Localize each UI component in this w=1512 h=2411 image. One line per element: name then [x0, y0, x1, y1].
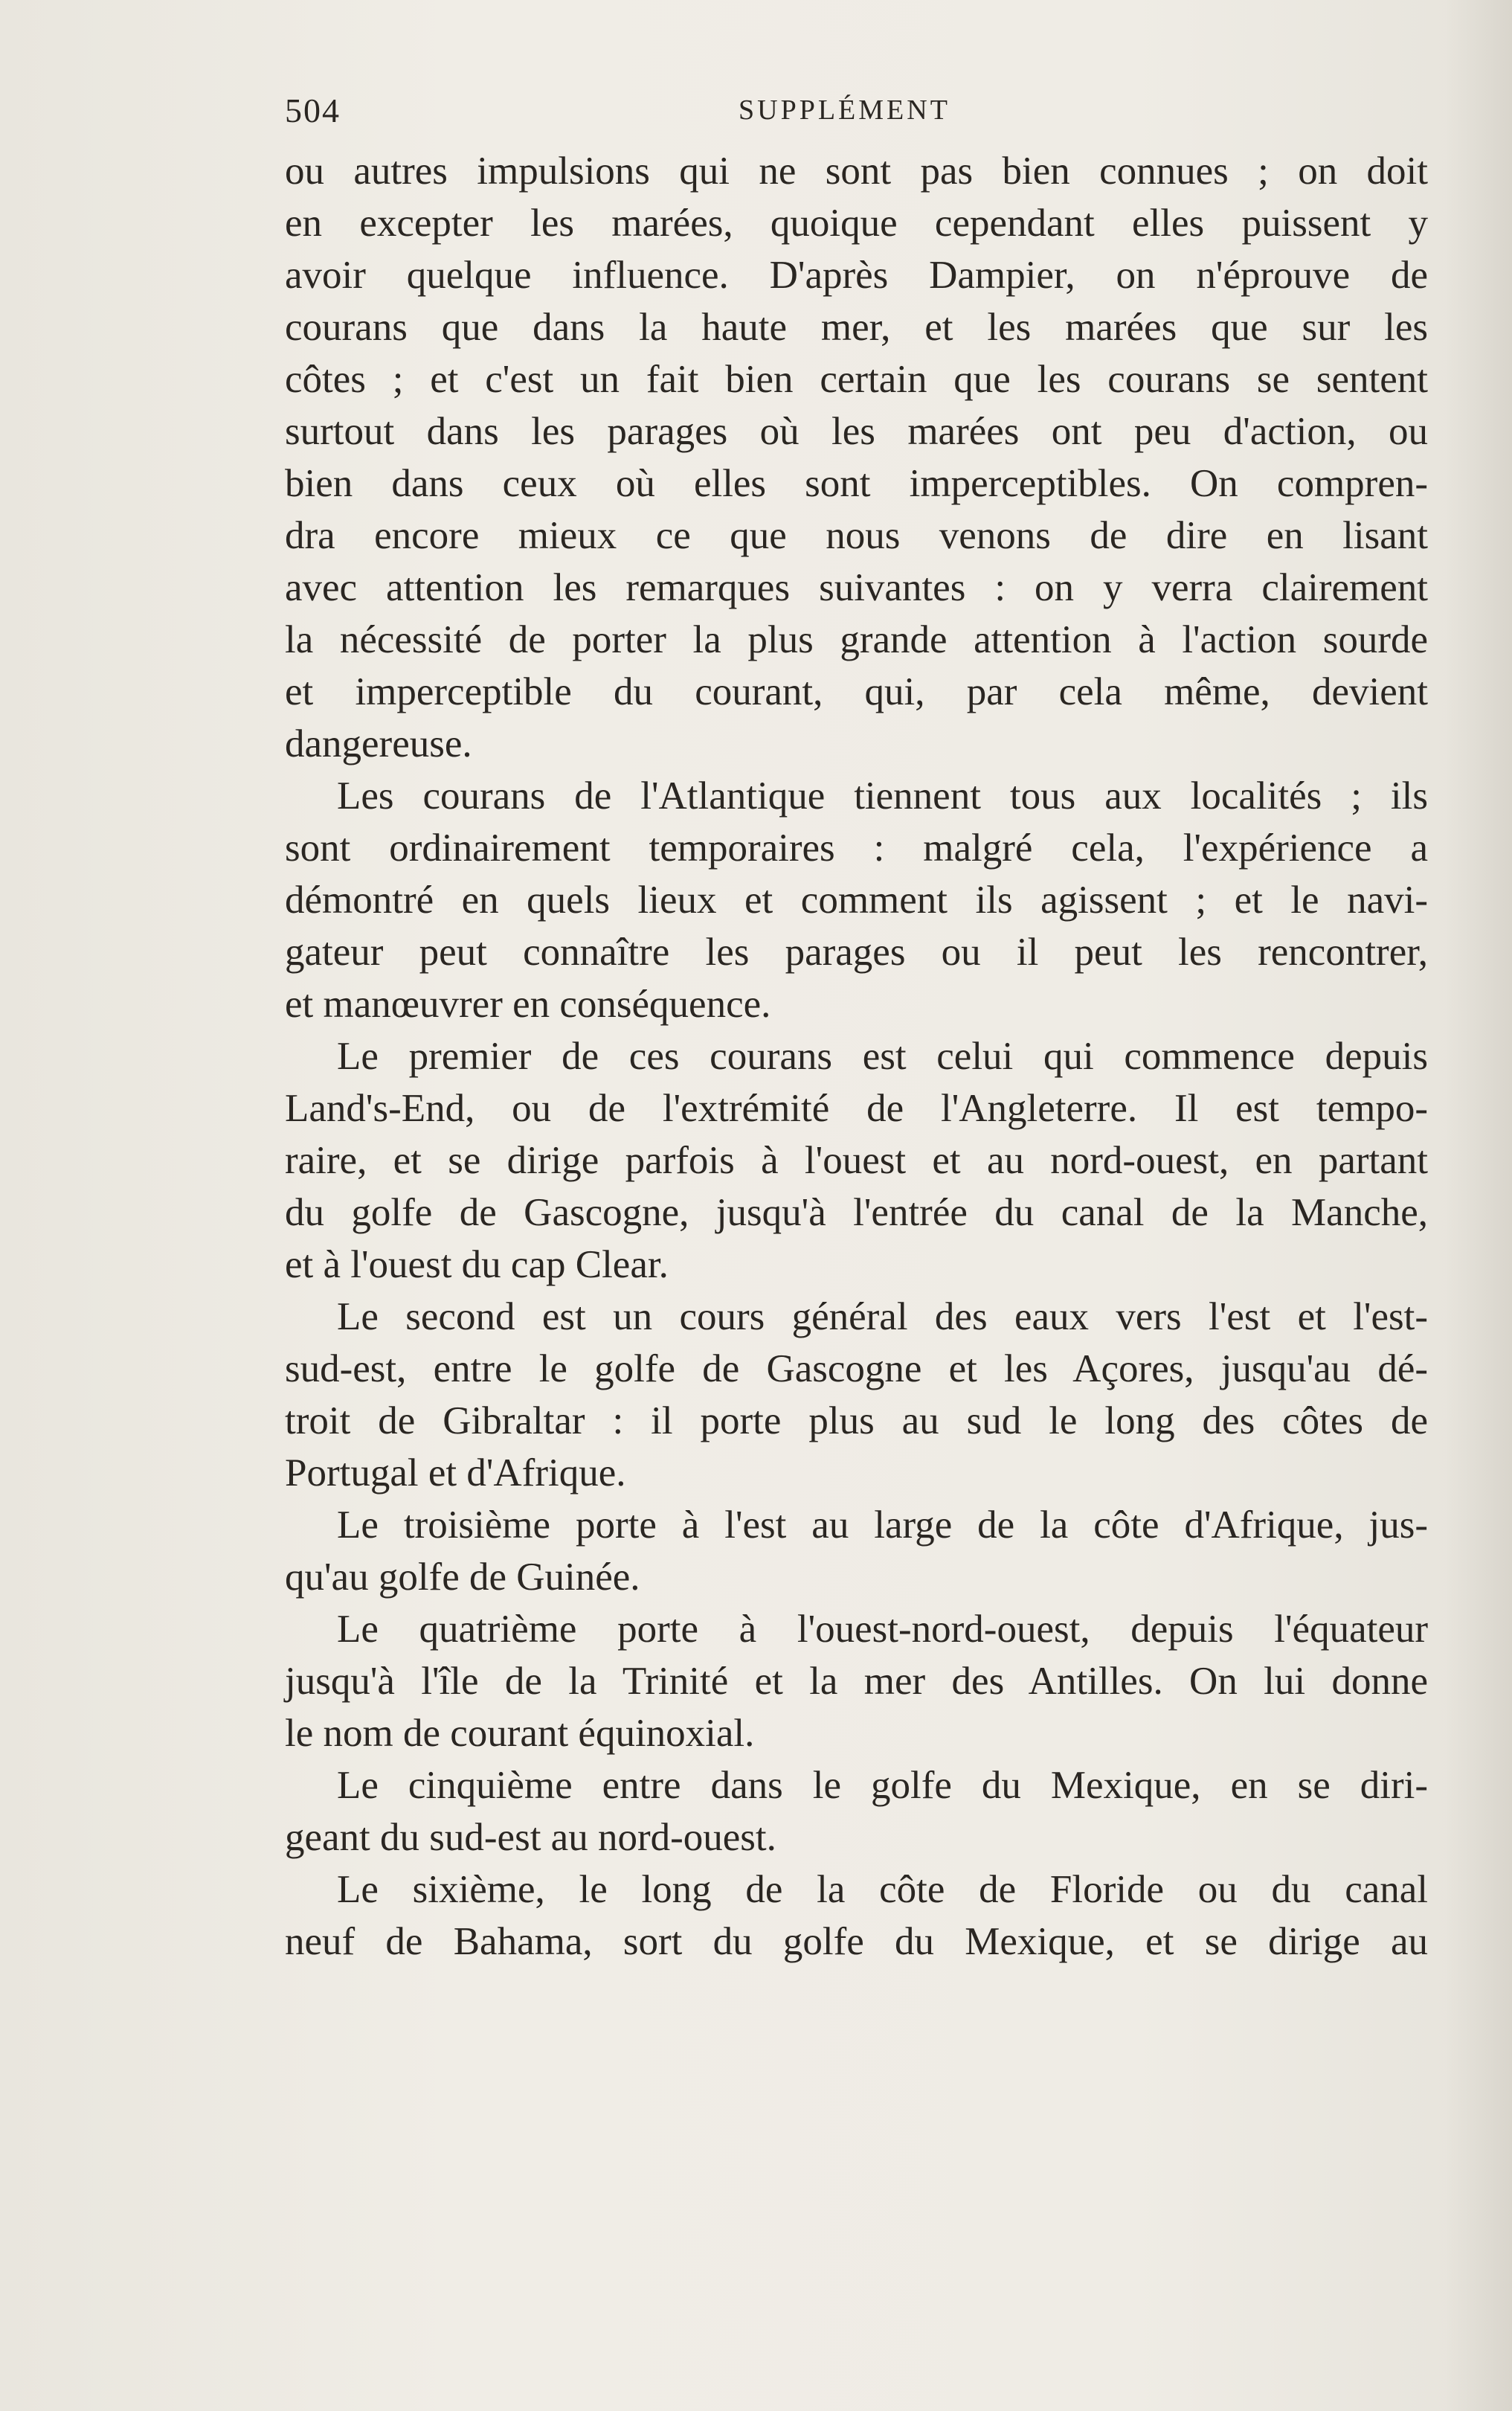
- page-edge-shadow: [1445, 0, 1512, 2411]
- text-line: Le cinquième entre dans le golfe du Mexique, en se diri-: [337, 1764, 1428, 1807]
- text-line: du golfe de Gascogne, jusqu'à l'entrée du canal de la Manche,: [285, 1191, 1428, 1234]
- text-line: gateur peut connaître les parages ou il peut les rencontrer,: [285, 931, 1428, 974]
- text-line: Le quatrième porte à l'ouest-nord-ouest, depuis l'équateur: [337, 1608, 1428, 1651]
- text-line: en excepter les marées, quoique cependant elles puissent y: [285, 202, 1428, 245]
- text-line: le nom de courant équinoxial.: [285, 1712, 755, 1755]
- text-line: Land's-End, ou de l'extrémité de l'Angleterre. Il est tempo-: [285, 1087, 1428, 1130]
- text-line: surtout dans les parages où les marées ont peu d'action, ou: [285, 410, 1428, 453]
- page-header: [285, 91, 1428, 135]
- text-line: Les courans de l'Atlantique tiennent tous aux localités ; ils: [337, 774, 1428, 818]
- text-line: côtes ; et c'est un fait bien certain que les courans se sentent: [285, 358, 1428, 401]
- text-line: raire, et se dirige parfois à l'ouest et au nord-ouest, en partant: [285, 1139, 1428, 1182]
- text-line: la nécessité de porter la plus grande attention à l'action sourde: [285, 618, 1428, 661]
- text-line: troit de Gibraltar : il porte plus au sud le long des côtes de: [285, 1399, 1428, 1442]
- text-line: Portugal et d'Afrique.: [285, 1451, 626, 1495]
- text-line: et manœuvrer en conséquence.: [285, 983, 771, 1026]
- text-line: ou autres impulsions qui ne sont pas bien connues ; on doit: [285, 150, 1428, 193]
- text-line: et à l'ouest du cap Clear.: [285, 1243, 669, 1286]
- text-line: avoir quelque influence. D'après Dampier, on n'éprouve de: [285, 254, 1428, 297]
- body-text: [285, 145, 1428, 1968]
- text-line: courans que dans la haute mer, et les marées que sur les: [285, 306, 1428, 349]
- text-line: sont ordinairement temporaires : malgré cela, l'expérience a: [285, 826, 1428, 870]
- text-line: Le sixième, le long de la côte de Floride ou du canal: [337, 1868, 1428, 1911]
- text-line: bien dans ceux où elles sont imperceptibles. On compren-: [285, 462, 1428, 505]
- text-line: sud-est, entre le golfe de Gascogne et les Açores, jusqu'au dé-: [285, 1347, 1428, 1390]
- text-line: Le troisième porte à l'est au large de la côte d'Afrique, jus-: [337, 1503, 1428, 1547]
- text-line: Le premier de ces courans est celui qui commence depuis: [337, 1035, 1428, 1078]
- text-line: dra encore mieux ce que nous venons de dire en lisant: [285, 514, 1428, 557]
- text-line: démontré en quels lieux et comment ils agissent ; et le navi-: [285, 879, 1428, 922]
- page-number: 504: [285, 92, 341, 129]
- running-title: SUPPLÉMENT: [739, 94, 950, 126]
- text-line: geant du sud-est au nord-ouest.: [285, 1816, 776, 1859]
- text-line: qu'au golfe de Guinée.: [285, 1556, 640, 1599]
- text-line: Le second est un cours général des eaux vers l'est et l'est-: [337, 1295, 1428, 1338]
- text-line: avec attention les remarques suivantes : on y verra clairement: [285, 566, 1428, 609]
- text-line: neuf de Bahama, sort du golfe du Mexique, et se dirige au: [285, 1920, 1428, 1963]
- text-line: dangereuse.: [285, 722, 472, 765]
- text-line: jusqu'à l'île de la Trinité et la mer des Antilles. On lui donne: [285, 1660, 1428, 1703]
- text-line: et imperceptible du courant, qui, par cela même, devient: [285, 670, 1428, 713]
